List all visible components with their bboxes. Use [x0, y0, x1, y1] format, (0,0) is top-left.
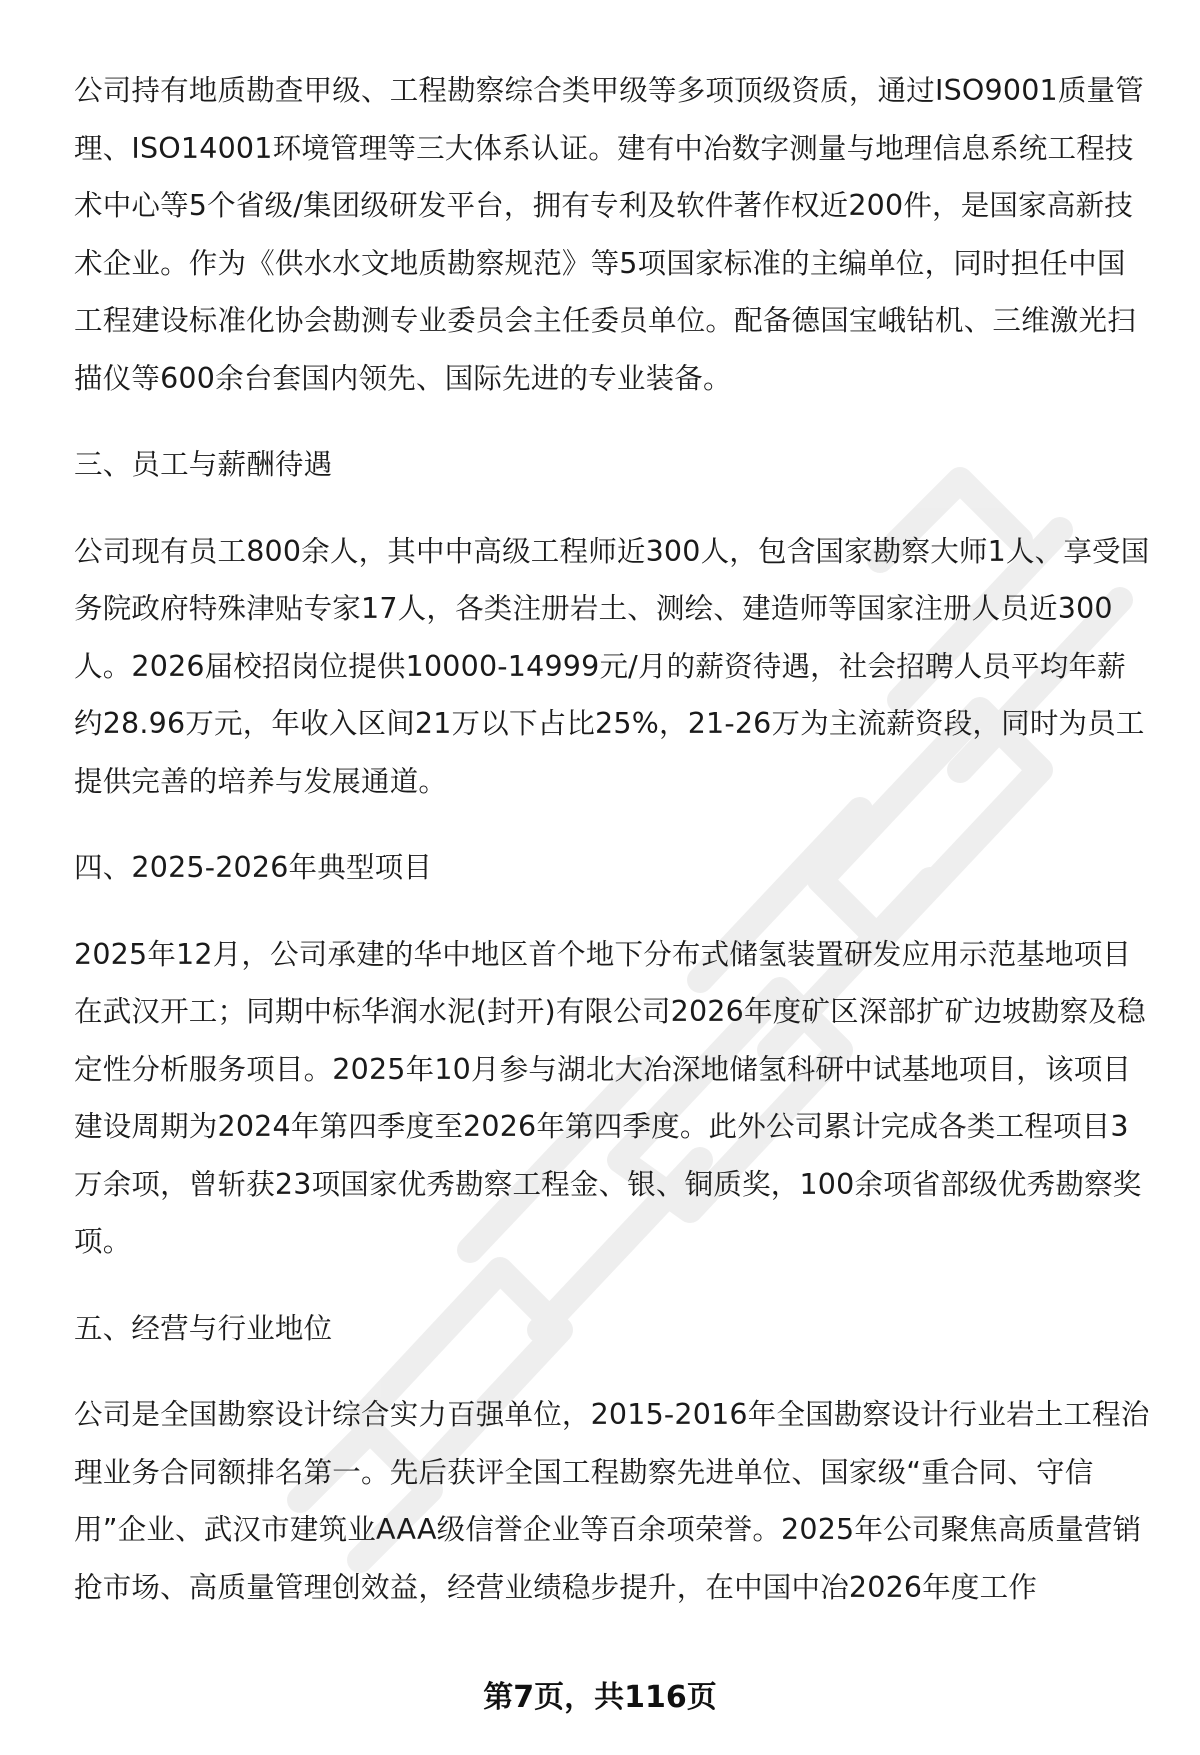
document-body	[74, 62, 1154, 1616]
section-heading-typical-projects: 四、2025-2026年典型项目	[74, 851, 433, 884]
section-heading-industry-position: 五、经营与行业地位	[74, 1311, 333, 1345]
paragraph-typical-projects: 2025年12月，公司承建的华中地区首个地下分布式储氢装置研发应用示范基地项目在武汉开工；同期中标华润水泥(封开)有限公司2026年度矿区深部扩矿边坡勘察及稳定性分析服务项目。2025年10月参与湖北大冶深地储氢科研中试基地项目，该项目建设周期为2024年第四季度至2026年第四季度。此外公司累计完成各类工程项目3万余项，曾斩获23项国家优秀勘察工程金、银、铜质奖，100余项省部级优秀勘察奖项。	[74, 937, 1146, 1258]
section-heading-staff-salary: 三、员工与薪酬待遇	[74, 448, 333, 481]
paragraph-industry-position: 公司是全国勘察设计综合实力百强单位，2015-2016年全国勘察设计行业岩土工程治理业务合同额排名第一。先后获评全国工程勘察先进单位、国家级“重合同、守信用”企业、武汉市建筑业AAA级信誉企业等百余项荣誉。2025年公司聚焦高质量营销抢市场、高质量管理创效益，经营业绩稳步提升，在中国中冶2026年度工作	[74, 1398, 1150, 1604]
paragraph-qualifications: 公司持有地质勘查甲级、工程勘察综合类甲级等多项顶级资质，通过ISO9001质量管理、ISO14001环境管理等三大体系认证。建有中冶数字测量与地理信息系统工程技术中心等5个省级/集团级研发平台，拥有专利及软件著作权近200件，是国家高新技术企业。作为《供水水文地质勘察规范》等5项国家标准的主编单位，同时担任中国工程建设标准化协会勘测专业委员会主任委员单位。配备德国宝峨钻机、三维激光扫描仪等600余台套国内领先、国际先进的专业装备。	[74, 74, 1144, 395]
paragraph-staff-salary: 公司现有员工800余人，其中中高级工程师近300人，包含国家勘察大师1人、享受国务院政府特殊津贴专家17人，各类注册岩土、测绘、建造师等国家注册人员近300人。2026届校招岗位提供10000-14999元/月的薪资待遇，社会招聘人员平均年薪约28.96万元，年收入区间21万以下占比25%，21-26万为主流薪资段，同时为员工提供完善的培养与发展通道。	[74, 534, 1150, 798]
page-number-footer: 第7页，共116页	[483, 1680, 717, 1715]
